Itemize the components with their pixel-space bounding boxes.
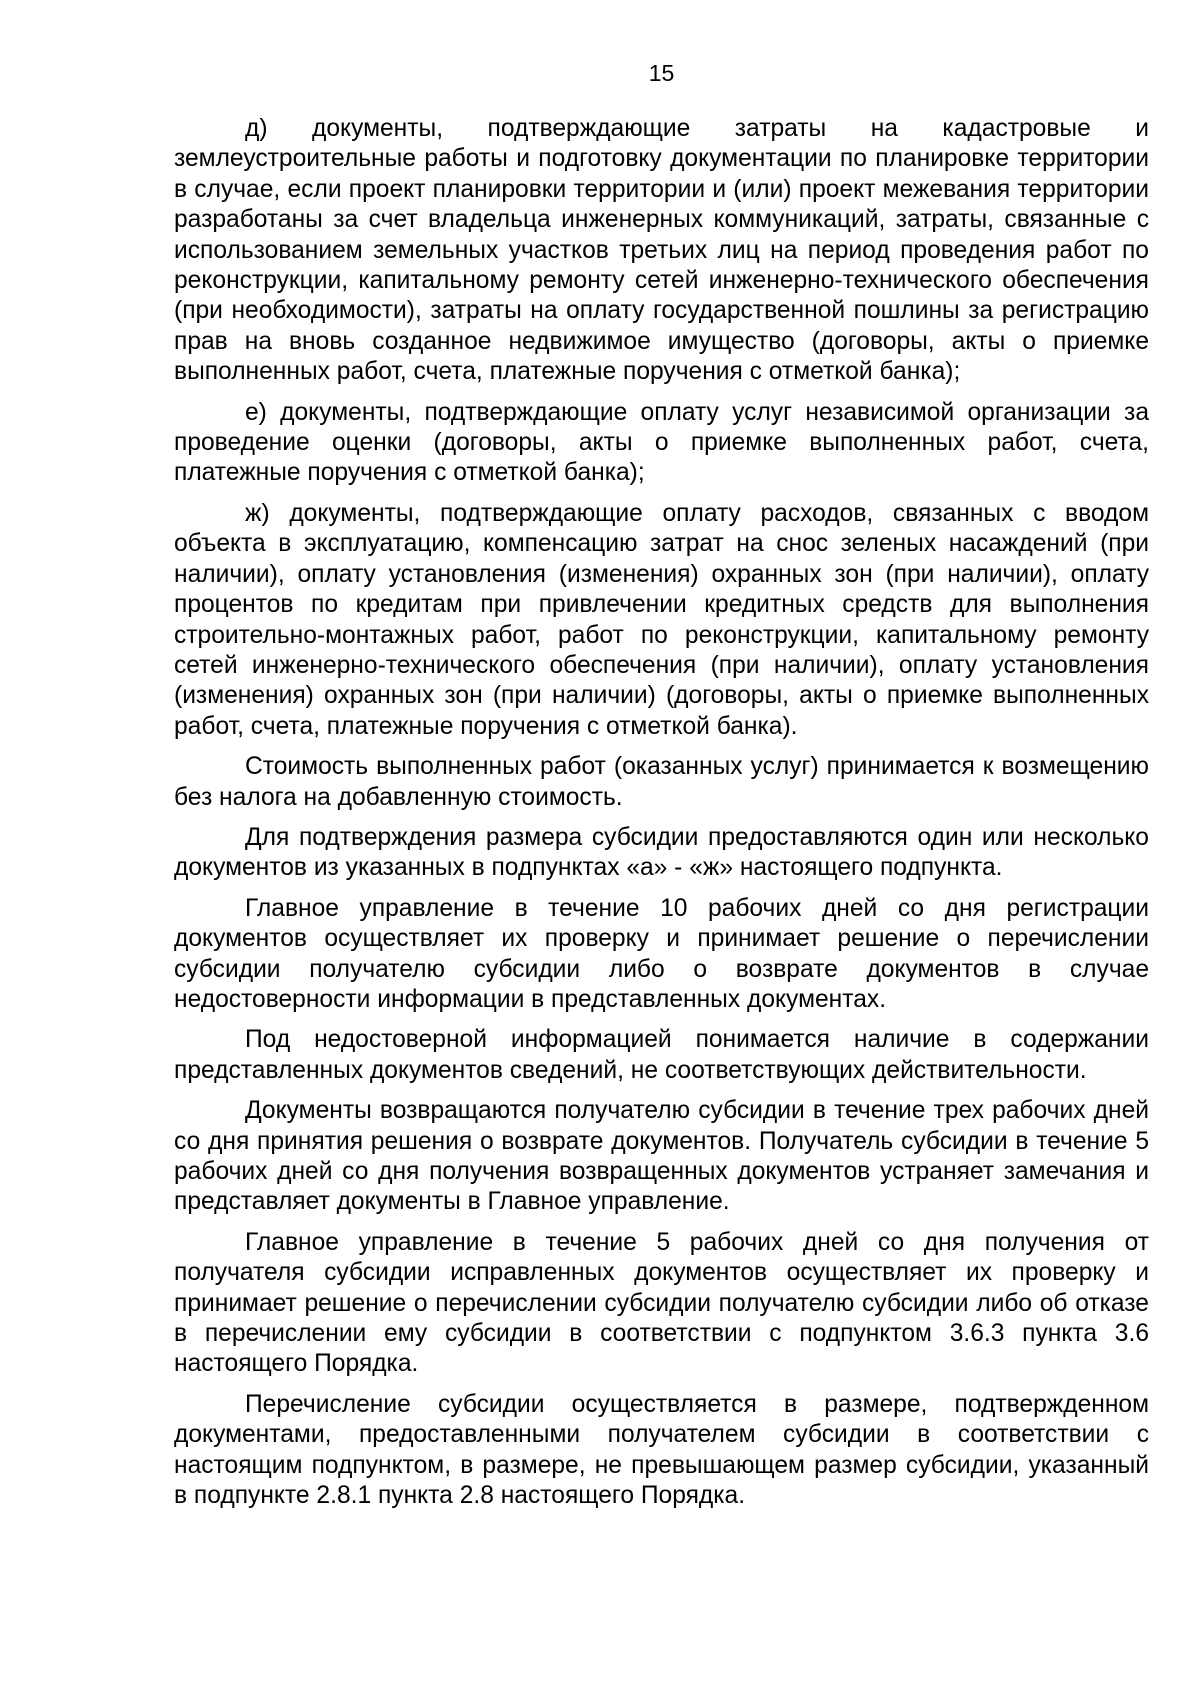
paragraph-subsidy-confirmation: Для подтверждения размера субсидии предоставляются один или несколько документов из указанных в подпунктах «а» - «ж» настоящего подпункта. [174,823,1149,882]
paragraph-cost-without-vat: Стоимость выполненных работ (оказанных услуг) принимается к возмещению без налога на добавленную стоимость. [174,753,1149,811]
document-body [174,114,1149,1521]
paragraph-subsidy-transfer: Перечисление субсидии осуществляется в размере, подтвержденном документами, предоставленными получателем субсидии в соответствии с настоящим подпунктом, в размере, не превышающем размер субсидии, указанный в подпункте 2.8.1 пункта 2.8 настоящего Порядка. [174,1390,1149,1510]
paragraph-documents-returned: Документы возвращаются получателю субсидии в течение трех рабочих дней со дня принятия решения о возврате документов. Получатель субсидии в течение 5 рабочих дней со дня получения возвращенных документов устраняет замечания и представляет документы в Главное управление. [174,1097,1149,1216]
paragraph-e-documents: е) документы, подтверждающие оплату услуг независимой организации за проведение оценки (договоры, акты о приемке выполненных работ, счета, платежные поручения с отметкой банка); [174,398,1149,487]
paragraph-review-10-days: Главное управление в течение 10 рабочих дней со дня регистрации документов осуществляет их проверку и принимает решение о перечислении субсидии получателю субсидии либо о возврате документов в случае недостоверности информации в представленных документах. [174,894,1149,1013]
paragraph-review-5-days: Главное управление в течение 5 рабочих дней со дня получения от получателя субсидии исправленных документов осуществляет их проверку и принимает решение о перечислении субсидии получателю субсидии либо об отказе в перечислении ему субсидии в соответствии с подпунктом 3.6.3 пункта 3.6 настоящего Порядка. [174,1228,1149,1378]
paragraph-d-documents: д) документы, подтверждающие затраты на кадастровые и землеустроительные работы и подготовку документации по планировке территории в случае, если проект планировки территории и (или) проект межевания территории разработаны за счет владельца инженерных коммуникаций, затраты, связанные с использованием земельных участков третьих лиц на период проведения работ по реконструкции, капитальному ремонту сетей инженерно-технического обеспечения (при необходимости), затраты на оплату государственной пошлины за регистрацию прав на вновь созданное недвижимое имущество (договоры, акты о приемке выполненных работ, счета, платежные поручения с отметкой банка); [174,115,1149,386]
page-number: 15 [648,60,675,86]
paragraph-zh-documents: ж) документы, подтверждающие оплату расходов, связанных с вводом объекта в эксплуатацию, компенсацию затрат на снос зеленых насаждений (при наличии), оплату установления (изменения) охранных зон (при наличии), оплату процентов по кредитам при привлечении кредитных средств для выполнения строительно-монтажных работ, работ по реконструкции, капитальному ремонту сетей инженерно-технического обеспечения (при наличии), оплату установления (изменения) охранных зон (при наличии) (договоры, акты о приемке выполненных работ, счета, платежные поручения с отметкой банка). [174,499,1149,740]
paragraph-unreliable-information: Под недостоверной информацией понимается наличие в содержании представленных документов сведений, не соответствующих действительности. [174,1026,1149,1084]
